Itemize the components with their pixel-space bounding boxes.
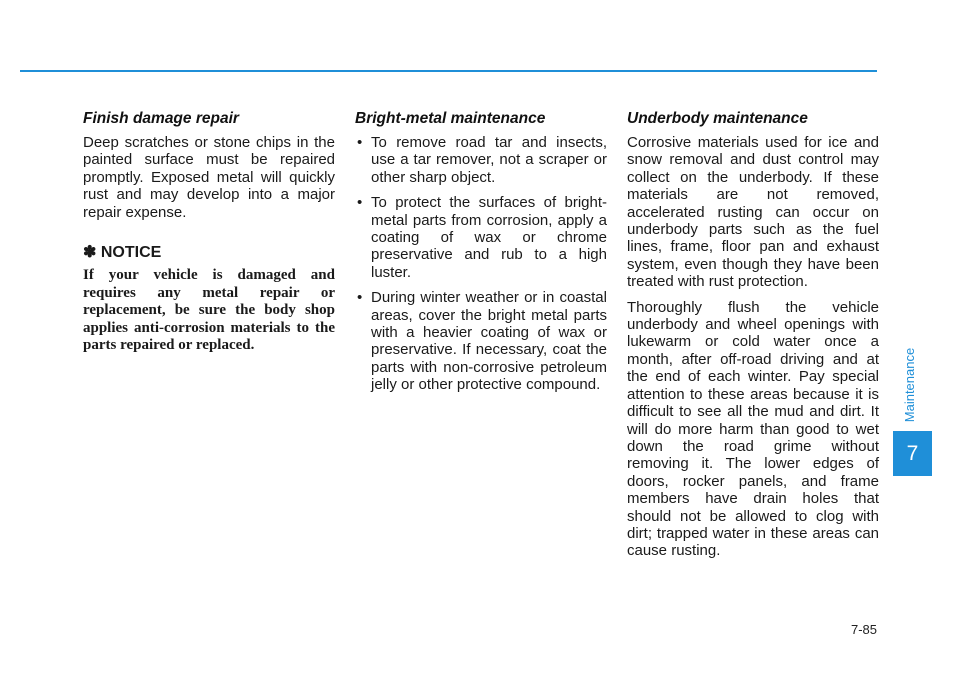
column-bright-metal (355, 110, 607, 402)
column-underbody (627, 110, 879, 568)
bright-metal-heading: Bright-metal maintenance (355, 110, 546, 127)
finish-damage-heading: Finish damage repair (83, 110, 239, 127)
list-item: • To protect the surfaces of bright-metal parts from corrosion, apply a coating of wax or chrome preservative and rub to a high luster. (355, 194, 607, 281)
section-tab-label: Maintenance (901, 347, 917, 423)
list-item: • To remove road tar and insects, use a tar remover, not a scraper or other sharp object. (355, 134, 607, 186)
page-number: 7-85 (850, 622, 877, 637)
bright-metal-list (355, 134, 607, 394)
chapter-number-badge: 7 (893, 431, 932, 476)
underbody-paragraph-1: Corrosive materials used for ice and snow removal and dust control may collect on the underbody. If these materials are not removed, accelerated rusting can occur on underbody parts such as the fuel lines, frame, floor pan and exhaust system, even though they have been treated with rust protection. (627, 134, 879, 291)
notice-body: If your vehicle is damaged and requires any metal repair or replacement, be sure the body shop applies anti-corrosion materials to the parts repaired or replaced. (83, 267, 335, 354)
section-side-tab (893, 339, 925, 431)
list-item: • During winter weather or in coastal areas, cover the bright metal parts with a heavier coating of wax or preservative. If necessary, coat the parts with non-corrosive petroleum jelly or other protective compound. (355, 289, 607, 393)
finish-damage-body: Deep scratches or stone chips in the painted surface must be repaired promptly. Exposed metal will quickly rust and may develop into a major repair expense. (83, 134, 335, 221)
column-finish-damage (83, 110, 335, 355)
underbody-paragraph-2: Thoroughly flush the vehicle underbody and wheel openings with lukewarm or cold water once a month, after off-road driving and at the end of each winter. Pay special attention to these areas because it is difficult to see all the mud and dirt. It will do more harm than good to wet down the road grime without removing it. The lower edges of doors, rocker panels, and frame members have drain holes that should not be allowed to clog with dirt; trapped water in these areas can cause rusting. (627, 298, 879, 560)
underbody-heading: Underbody maintenance (627, 110, 808, 127)
notice-title: ✽ NOTICE (83, 244, 162, 262)
header-rule (20, 70, 877, 72)
